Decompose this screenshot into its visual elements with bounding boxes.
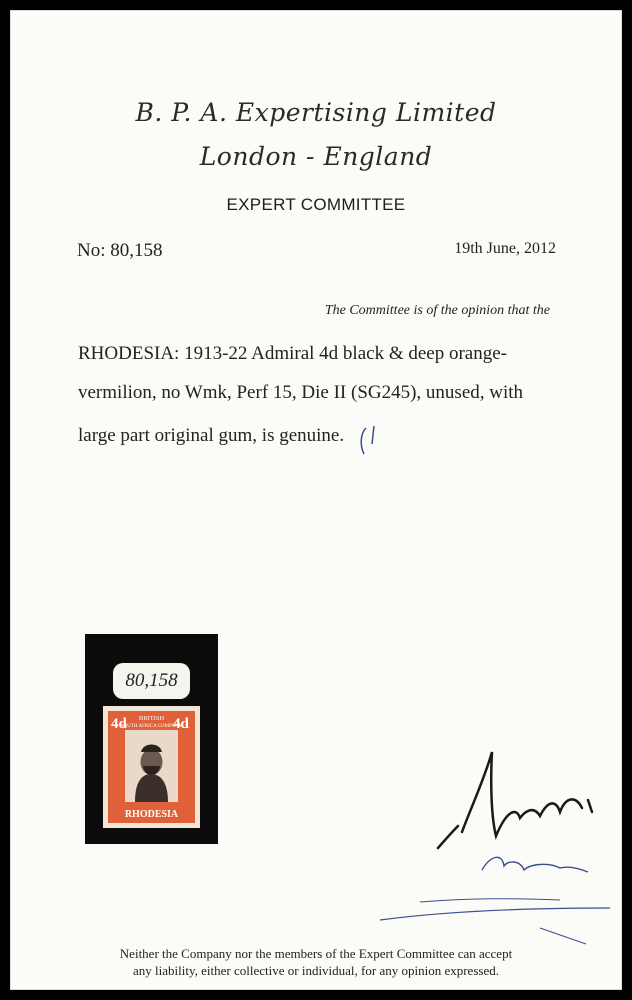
certificate-number: No: 80,158 xyxy=(77,240,163,261)
stamp-value-right: 4d xyxy=(173,716,189,732)
company-heading: B. P. A. Expertising Limited xyxy=(135,98,497,127)
liability-disclaimer xyxy=(0,945,632,979)
committee-heading: EXPERT COMMITTEE xyxy=(226,195,406,214)
stamp-bottom-text: RHODESIA xyxy=(124,809,179,820)
rhodesia-admiral-stamp xyxy=(103,706,200,828)
stamp-top-text-1: BRITISH xyxy=(138,715,165,722)
stamp-top-text-2: SOUTH AFRICA COMPANY xyxy=(120,724,183,729)
mount-number-label: 80,158 xyxy=(113,663,190,699)
city-heading: London - England xyxy=(199,142,433,171)
opinion-intro: The Committee is of the opinion that the xyxy=(324,303,550,318)
disclaimer-line-1: Neither the Company nor the members of the Expert Committee can accept xyxy=(119,946,513,961)
ink-tick-mark xyxy=(352,424,382,460)
description-line-3: large part original gum, is genuine. xyxy=(78,425,345,446)
stamp-value-left: 4d xyxy=(111,716,127,732)
disclaimer-line-2: any liability, either collective or individual, for any opinion expressed. xyxy=(133,963,499,978)
description-line-1: RHODESIA: 1913-22 Admiral 4d black & deep orange- xyxy=(78,343,507,364)
description-line-2: vermilion, no Wmk, Perf 15, Die II (SG245), unused, with xyxy=(78,382,524,403)
certificate-date: 19th June, 2012 xyxy=(454,240,556,257)
